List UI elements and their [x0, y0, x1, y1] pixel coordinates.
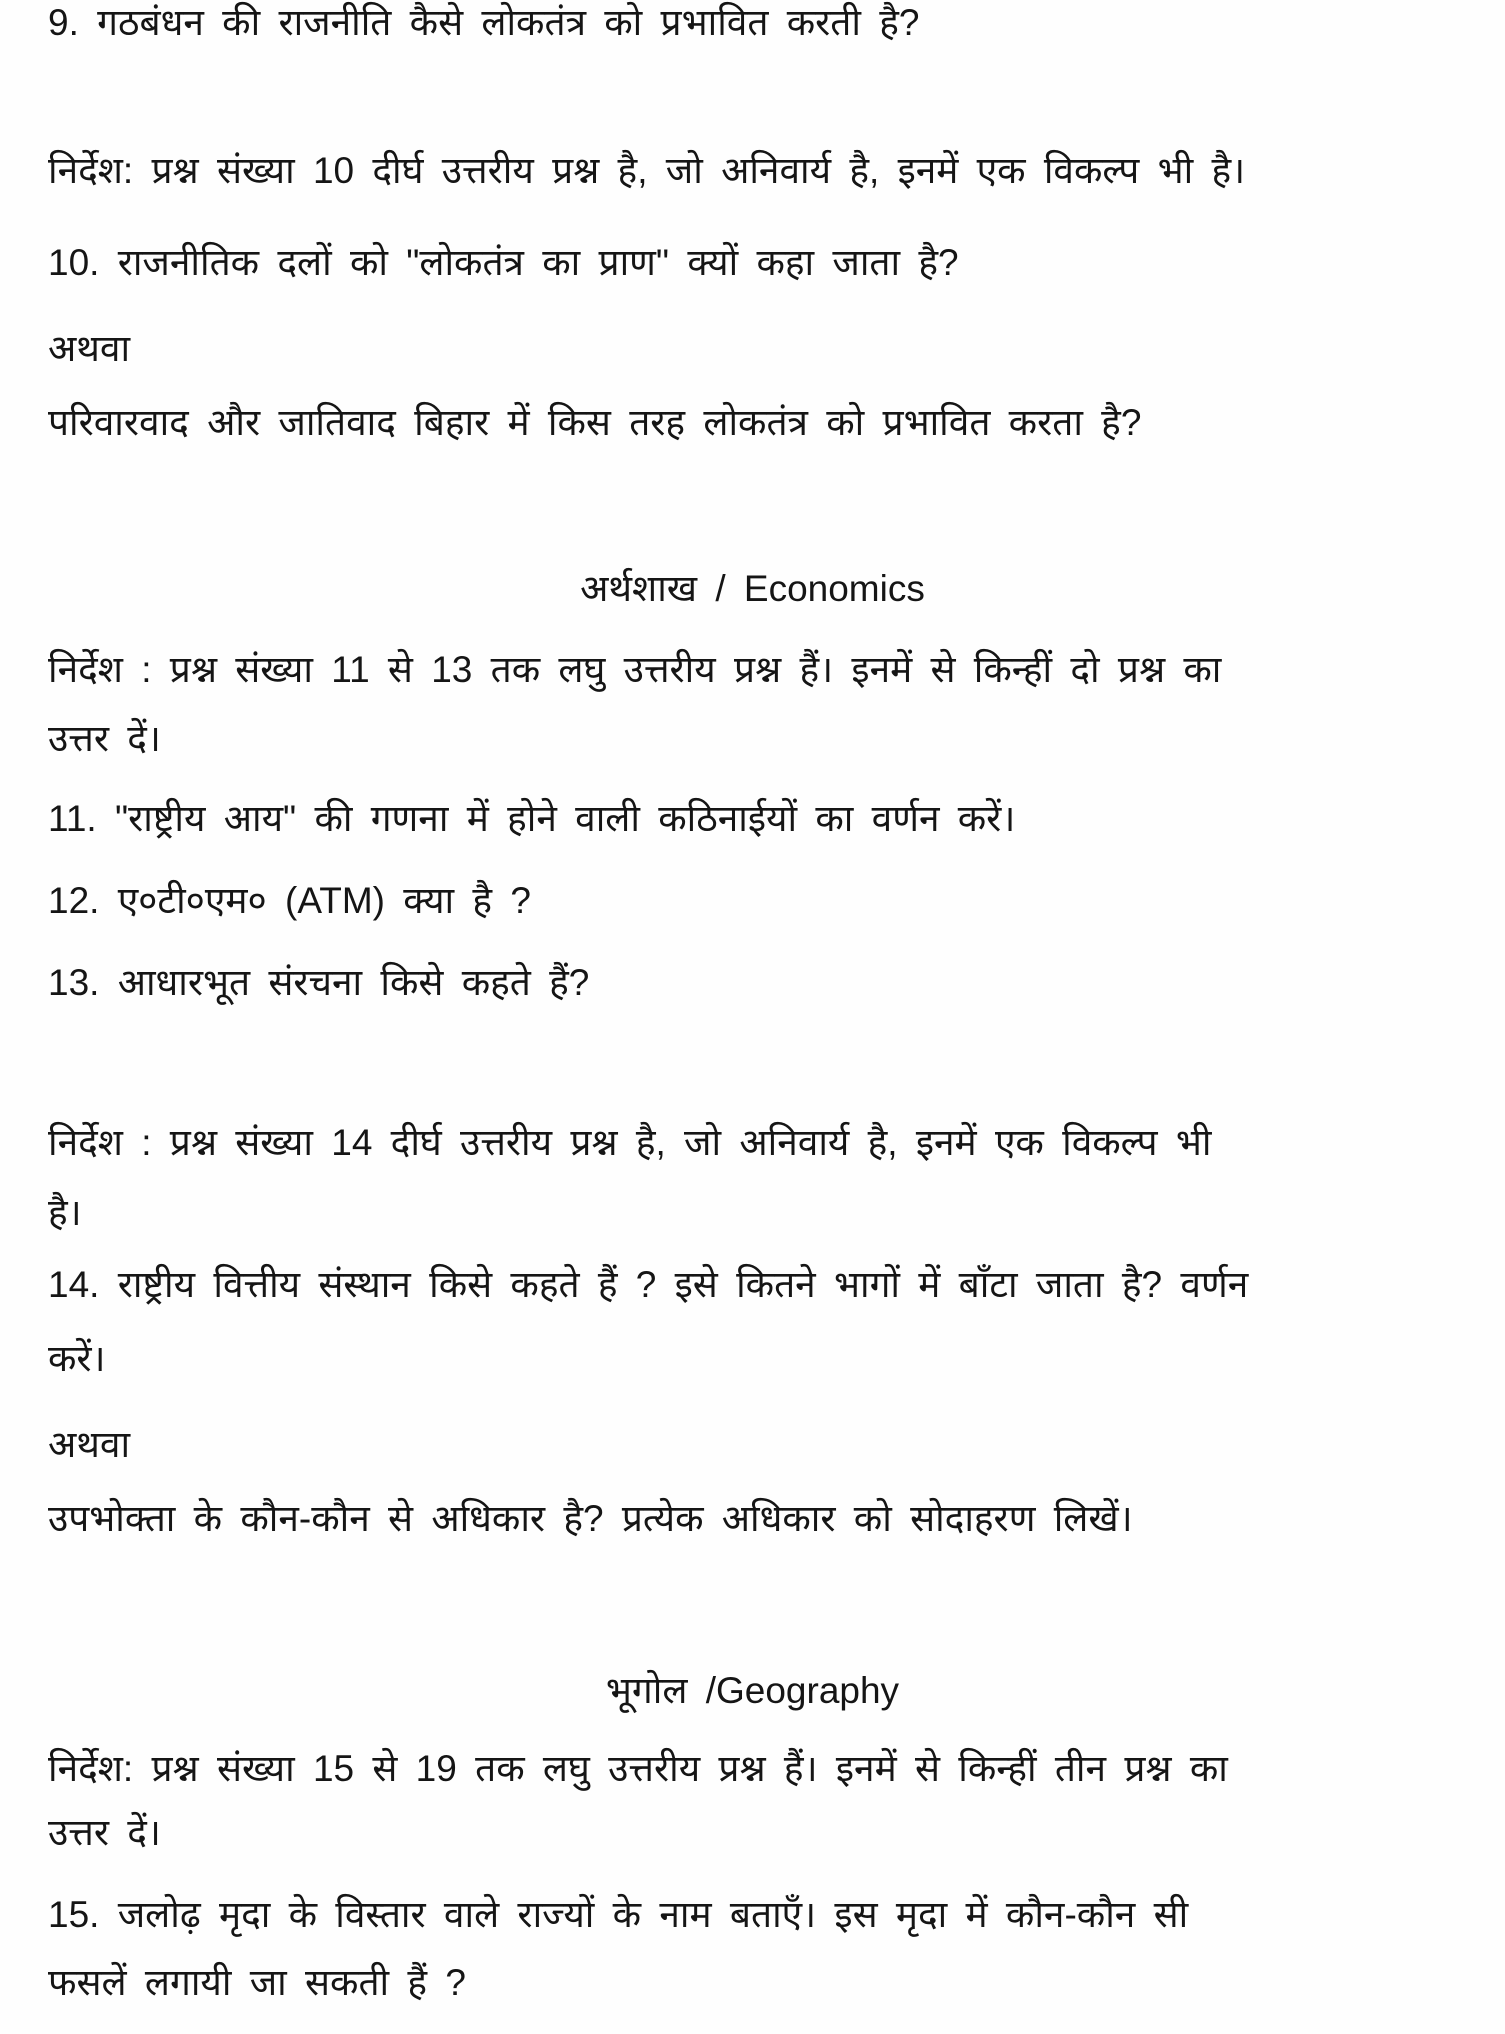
instruction-q15-19-line2: उत्तर दें। [48, 1812, 161, 1853]
instruction-q14-line1: निर्देश : प्रश्न संख्या 14 दीर्घ उत्तरीय प्रश्न है, जो अनिवार्य है, इनमें एक विकल्प भी [48, 1122, 1212, 1163]
question-10-alternative: परिवारवाद और जातिवाद बिहार में किस तरह लोकतंत्र को प्रभावित करता है? [48, 402, 1142, 443]
question-15-line1: 15. जलोढ़ मृदा के विस्तार वाले राज्यों के नाम बताएँ। इस मृदा में कौन-कौन सी [48, 1894, 1189, 1935]
question-14-line2: करें। [48, 1338, 106, 1379]
instruction-q10: निर्देश: प्रश्न संख्या 10 दीर्घ उत्तरीय प्रश्न है, जो अनिवार्य है, इनमें एक विकल्प भी है। [48, 150, 1246, 191]
economics-section-heading: अर्थशाख / Economics [580, 568, 925, 609]
geography-section-heading: भूगोल /Geography [605, 1670, 900, 1711]
question-12-text: 12. ए०टी०एम० (ATM) क्या है ? [48, 880, 531, 921]
question-9-text: 9. गठबंधन की राजनीति कैसे लोकतंत्र को प्रभावित करती है? [48, 2, 920, 43]
instruction-q11-13-line1: निर्देश : प्रश्न संख्या 11 से 13 तक लघु उत्तरीय प्रश्न हैं। इनमें से किन्हीं दो प्रश्न का [48, 649, 1222, 690]
instruction-q15-19-line1: निर्देश: प्रश्न संख्या 15 से 19 तक लघु उत्तरीय प्रश्न हैं। इनमें से किन्हीं तीन प्रश्न का [48, 1748, 1228, 1789]
or-separator-1: अथवा [48, 328, 131, 369]
question-11-text: 11. "राष्ट्रीय आय" की गणना में होने वाली कठिनाईयों का वर्णन करें। [48, 798, 1016, 839]
question-14-alternative: उपभोक्ता के कौन-कौन से अधिकार है? प्रत्येक अधिकार को सोदाहरण लिखें। [48, 1498, 1133, 1539]
question-14-line1: 14. राष्ट्रीय वित्तीय संस्थान किसे कहते हैं ? इसे कितने भागों में बाँटा जाता है? वर्णन [48, 1264, 1249, 1305]
question-10-text: 10. राजनीतिक दलों को "लोकतंत्र का प्राण" क्यों कहा जाता है? [48, 242, 959, 283]
instruction-q14-line2: है। [48, 1192, 82, 1233]
or-separator-2: अथवा [48, 1424, 131, 1465]
question-13-text: 13. आधारभूत संरचना किसे कहते हैं? [48, 962, 590, 1003]
instruction-q11-13-line2: उत्तर दें। [48, 718, 161, 759]
question-15-line2: फसलें लगायी जा सकती हैं ? [48, 1962, 466, 2003]
